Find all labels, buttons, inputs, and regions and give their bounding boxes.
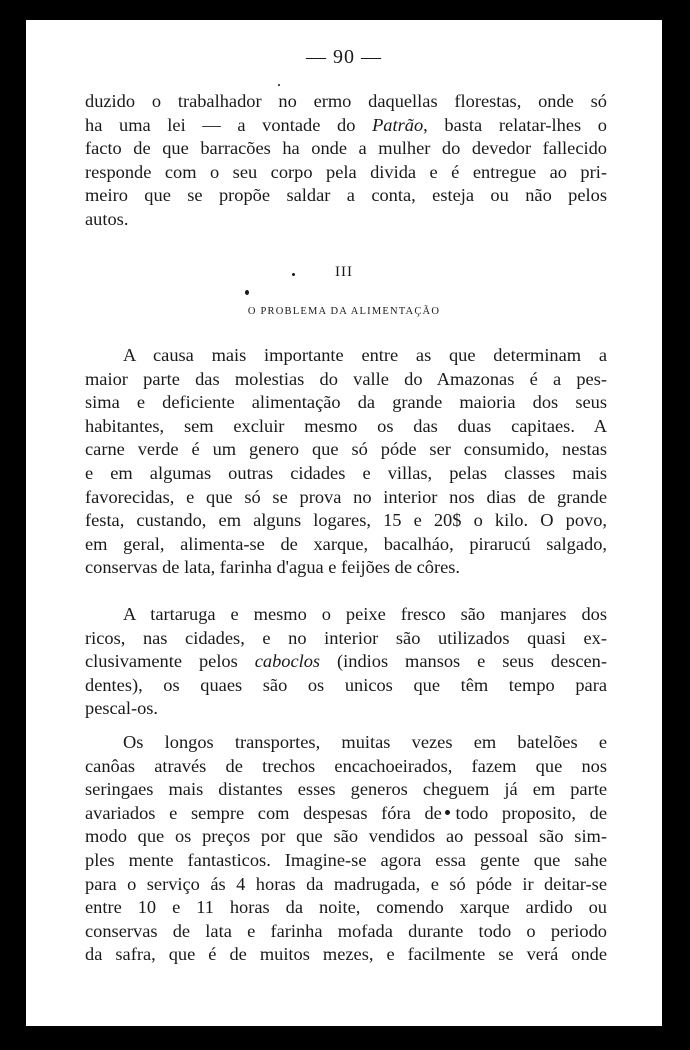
text-line: facto de que barracões ha onde a mulher do devedor fallecido: [85, 138, 607, 159]
text-line: ricos, nas cidades, e no interior são utilizados quasi ex-: [85, 627, 607, 648]
text-line: clusivamente pelos caboclos (indios mansos e seus descen-: [85, 651, 607, 672]
text-line: sima e deficiente alimentação da grande maioria dos seus: [85, 392, 607, 413]
text-line: e em algumas outras cidades e villas, pelas classes mais: [85, 462, 607, 483]
paragraph-3: [85, 603, 607, 721]
text-line: duzido o trabalhador no ermo daquellas florestas, onde só: [85, 91, 607, 111]
text-line: conservas de lata, farinha d'agua e feijões de côres.: [85, 557, 461, 578]
text-line: habitantes, sem excluir mesmo os das duas capitaes. A: [85, 415, 607, 436]
paragraph-2: [85, 344, 607, 580]
text-line: A tartaruga e mesmo o peixe fresco são manjares dos: [123, 604, 607, 624]
text-line: meiro que se propõe saldar a conta, esteja ou não pelos: [85, 185, 607, 206]
paragraph-1: [85, 90, 607, 232]
text-line: avariados e sempre com despesas fóra de todo proposito, de: [85, 802, 607, 823]
text-line: entre 10 e 11 horas da noite, comendo xarque ardido ou: [85, 897, 607, 918]
text-line: em geral, alimenta-se de xarque, bacalháo, pirarucú salgado,: [85, 533, 607, 554]
text-line: festa, custando, em alguns logares, 15 e 20$ o kilo. O povo,: [85, 510, 607, 531]
text-line: favorecidas, e que só se prova no interior nos dias de grande: [85, 486, 607, 507]
text-line: conservas de lata e farinha mofada durante todo o periodo: [85, 920, 607, 941]
text-line: Os longos transportes, muitas vezes em batelões e: [123, 732, 607, 752]
book-page: [26, 20, 662, 1026]
text-line: seringaes mais distantes esses generos cheguem já em parte: [85, 779, 607, 800]
text-line: pescal-os.: [85, 698, 159, 719]
paragraph-4: [85, 731, 607, 967]
text-line: responde com o seu corpo pela divida e é entregue ao pri-: [85, 161, 607, 182]
text-line: canôas através de trechos encachoeirados, fazem que nos: [85, 755, 607, 776]
text-line: para o serviço ás 4 horas da madrugada, e só póde ir deitar-se: [85, 873, 607, 894]
section-title: O PROBLEMA DA ALIMENTAÇÃO: [247, 306, 441, 317]
text-line: da safra, que é de muitos mezes, e facilmente se verá onde: [85, 944, 607, 965]
text-line: dentes), os quaes são os unicos que têm tempo para: [85, 674, 607, 695]
text-line: carne verde é um genero que só póde ser consumido, nestas: [85, 439, 607, 460]
text-line: modo que os preços por que são vendidos ao pessoal são sim-: [85, 826, 607, 847]
text-line: ha uma lei — a vontade do Patrão, basta relatar-lhes o: [85, 114, 607, 135]
text-line: maior parte das molestias do valle do Amazonas é a pes-: [85, 368, 607, 389]
section-number: III: [335, 264, 353, 280]
text-line: autos.: [85, 208, 129, 229]
ink-speck: [245, 290, 249, 295]
text-line: A causa mais importante entre as que determinam a: [123, 345, 607, 365]
page-number: — 90 —: [306, 46, 382, 68]
text-line: ples mente fantasticos. Imagine-se agora essa gente que sahe: [85, 849, 607, 870]
ink-speck: [278, 84, 280, 86]
